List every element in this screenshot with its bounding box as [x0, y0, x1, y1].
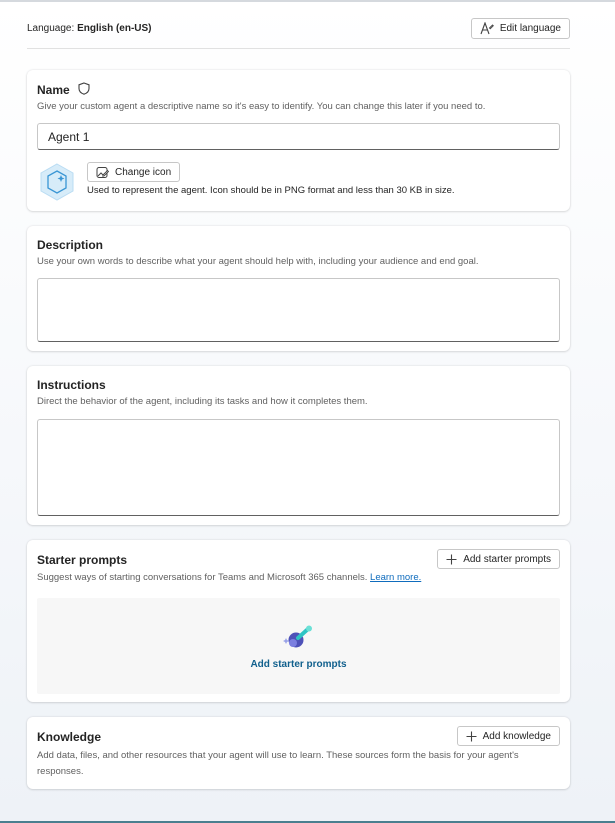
language-indicator [27, 23, 152, 34]
description-textarea[interactable] [37, 278, 560, 342]
description-title: Description [37, 238, 104, 252]
language-row [27, 16, 570, 49]
agent-hexagon-icon [37, 162, 77, 202]
description-hint: Use your own words to describe what your agent should help with, including your audience and end goal. [37, 256, 479, 267]
instructions-card [27, 366, 570, 525]
plus-icon [466, 731, 477, 742]
starter-prompts-title: Starter prompts [37, 553, 128, 567]
name-description: Give your custom agent a descriptive name so it's easy to identify. You can change this later if you need to. [37, 101, 486, 112]
change-icon-label: Change icon [115, 166, 172, 178]
learn-more-link[interactable]: Learn more. [370, 572, 422, 583]
knowledge-title: Knowledge [37, 730, 102, 744]
knowledge-card [27, 717, 570, 789]
starter-prompts-card [27, 540, 570, 702]
edit-language-icon [480, 22, 494, 35]
icon-hint: Used to represent the agent. Icon should be in PNG format and less than 30 KB in size. [87, 185, 455, 196]
add-knowledge-button[interactable] [457, 726, 560, 746]
add-starter-prompts-button[interactable] [437, 549, 560, 569]
language-label: Language: [27, 23, 75, 34]
starter-prompts-illustration-icon [283, 624, 315, 652]
name-card [27, 70, 570, 211]
instructions-title: Instructions [37, 378, 106, 392]
knowledge-description: Add data, files, and other resources that your agent will use to learn. These sources form the basis for your agent's responses. [37, 750, 519, 777]
add-starter-prompts-label: Add starter prompts [463, 553, 551, 565]
add-knowledge-label: Add knowledge [482, 730, 551, 742]
name-title: Name [37, 83, 70, 97]
agent-name-input[interactable] [37, 123, 560, 150]
edit-language-button[interactable] [471, 18, 570, 39]
top-border [0, 0, 615, 2]
instructions-hint: Direct the behavior of the agent, including its tasks and how it completes them. [37, 396, 368, 407]
instructions-textarea[interactable] [37, 419, 560, 516]
change-icon-button[interactable] [87, 162, 180, 182]
description-card [27, 226, 570, 351]
language-value: English (en-US) [77, 23, 152, 34]
name-title-row [37, 82, 90, 98]
edit-language-label: Edit language [499, 23, 561, 34]
starter-prompts-description: Suggest ways of starting conversations for Teams and Microsoft 365 channels. [37, 572, 368, 583]
shield-icon[interactable] [78, 82, 90, 98]
add-starter-prompts-link[interactable]: Add starter prompts [250, 659, 347, 670]
change-image-icon [96, 166, 109, 179]
plus-icon [446, 554, 457, 565]
starter-prompts-hint [37, 570, 560, 586]
starter-prompts-empty-state [37, 598, 560, 694]
